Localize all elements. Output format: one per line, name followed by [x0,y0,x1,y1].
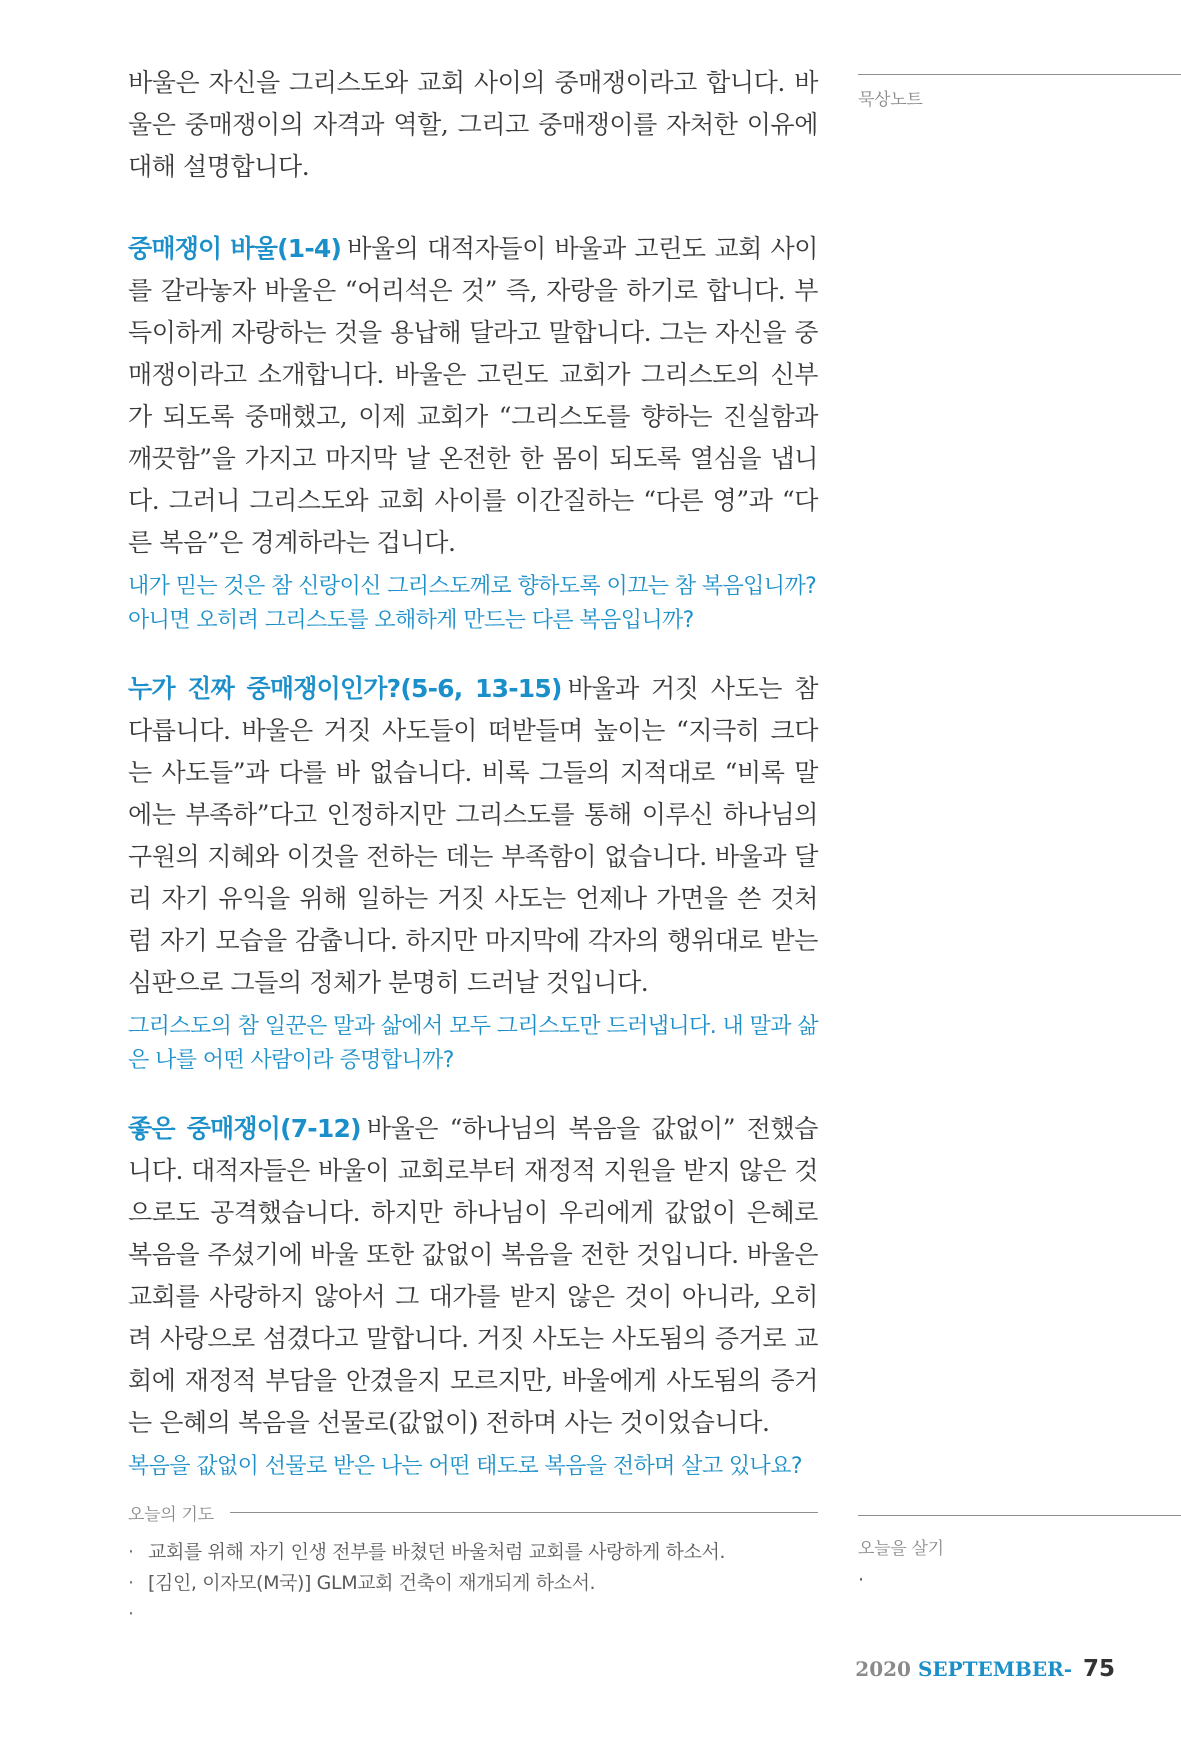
prayer-item-text: [김인, 이자모(M국)] GLM교회 건축이 재개되게 하소서. [148,1572,596,1594]
meditation-notes-label: 묵상노트 [858,90,923,110]
reflection-question: 복음을 값없이 선물로 받은 나는 어떤 태도로 복음을 전하며 살고 있나요? [128,1454,802,1479]
todays-prayer [128,1500,818,1630]
sidebar-divider [858,74,1181,75]
prayer-list [128,1537,818,1630]
footer-month: SEPTEMBER [917,1657,1064,1681]
meditation-notes-sidebar [858,74,1181,110]
today-living-label: 오늘을 살기 [858,1539,944,1559]
bullet-icon: · [128,1541,134,1563]
page-number: 75 [1082,1656,1115,1682]
section-body: 바울은 “하나님의 복음을 값없이” 전했습니다. 대적자들은 바울이 교회로부터 재정적 지원을 받지 않은 것으로도 공격했습니다. 하지만 하나님이 우리에게 값없이 은혜로 복음을 주셨기에 바울 또한 값없이 복음을 전한 것입니다. 바울은 교회를 사랑하지 않아서 그 대가를 받지 않은 것이 아니라, 오히려 사랑으로 섬겼다고 말합니다. 거짓 사도는 사도됨의 증거로 교회에 재정적 부담을 안겼을지 모르지만, 바울에게 사도됨의 증거는 은혜의 복음을 선물로(값없이) 전하며 사는 것이었습니다. [128,1114,818,1437]
today-living-sidebar [858,1515,1181,1596]
section-2 [128,668,818,1078]
bullet-icon: · [128,1603,134,1625]
bullet-icon: · [128,1572,134,1594]
section-paragraph [128,668,818,1004]
prayer-item [128,1537,818,1568]
footer-dash: - [1063,1657,1073,1681]
intro-paragraph: 바울은 자신을 그리스도와 교회 사이의 중매쟁이라고 합니다. 바울은 중매쟁이의 자격과 역할, 그리고 중매쟁이를 자처한 이유에 대해 설명합니다. [128,68,818,181]
main-text-column [128,62,818,1514]
footer-year: 2020 [855,1657,911,1681]
section-paragraph [128,228,818,564]
today-living-bullet: · [858,1569,864,1591]
section-1 [128,228,818,638]
reflection-question: 그리스도의 참 일꾼은 말과 삶에서 모두 그리스도만 드러냅니다. 내 말과 삶은 나를 어떤 사람이라 증명합니까? [128,1014,818,1073]
section-heading: 누가 진짜 중매쟁이인가?(5-6, 13-15) [128,674,562,703]
prayer-item [128,1599,818,1630]
prayer-item-text: 교회를 위해 자기 인생 전부를 바쳤던 바울처럼 교회를 사랑하게 하소서. [148,1541,726,1563]
prayer-divider [230,1512,818,1513]
sidebar-divider [858,1515,1181,1516]
reflection-question: 내가 믿는 것은 참 신랑이신 그리스도께로 향하도록 이끄는 참 복음입니까? 아니면 오히려 그리스도를 오해하게 만드는 다른 복음입니까? [128,574,817,633]
section-body: 바울의 대적자들이 바울과 고린도 교회 사이를 갈라놓자 바울은 “어리석은 것” 즉, 자랑을 하기로 합니다. 부득이하게 자랑하는 것을 용납해 달라고 말합니다. 그는 자신을 중매쟁이라고 소개합니다. 바울은 고린도 교회가 그리스도의 신부가 되도록 중매했고, 이제 교회가 “그리스도를 향하는 진실함과 깨끗함”을 가지고 마지막 날 온전한 한 몸이 되도록 열심을 냅니다. 그러니 그리스도와 교회 사이를 이간질하는 “다른 영”과 “다른 복음”은 경계하라는 겁니다. [128,234,818,557]
page-footer [855,1656,1115,1682]
prayer-item [128,1568,818,1599]
section-paragraph [128,1108,818,1444]
prayer-header [128,1500,818,1525]
prayer-label: 오늘의 기도 [128,1505,214,1525]
section-body: 바울과 거짓 사도는 참 다릅니다. 바울은 거짓 사도들이 떠받들며 높이는 “지극히 크다는 사도들”과 다를 바 없습니다. 비록 그들의 지적대로 “비록 말에는 부족하”다고 인정하지만 그리스도를 통해 이루신 하나님의 구원의 지혜와 이것을 전하는 데는 부족함이 없습니다. 바울과 달리 자기 유익을 위해 일하는 거짓 사도는 언제나 가면을 쓴 것처럼 자기 모습을 감춥니다. 하지만 마지막에 각자의 행위대로 받는 심판으로 그들의 정체가 분명히 드러날 것입니다. [128,674,818,997]
section-3 [128,1108,818,1484]
section-heading: 좋은 중매쟁이(7-12) [128,1114,361,1143]
section-heading: 중매쟁이 바울(1-4) [128,234,342,263]
